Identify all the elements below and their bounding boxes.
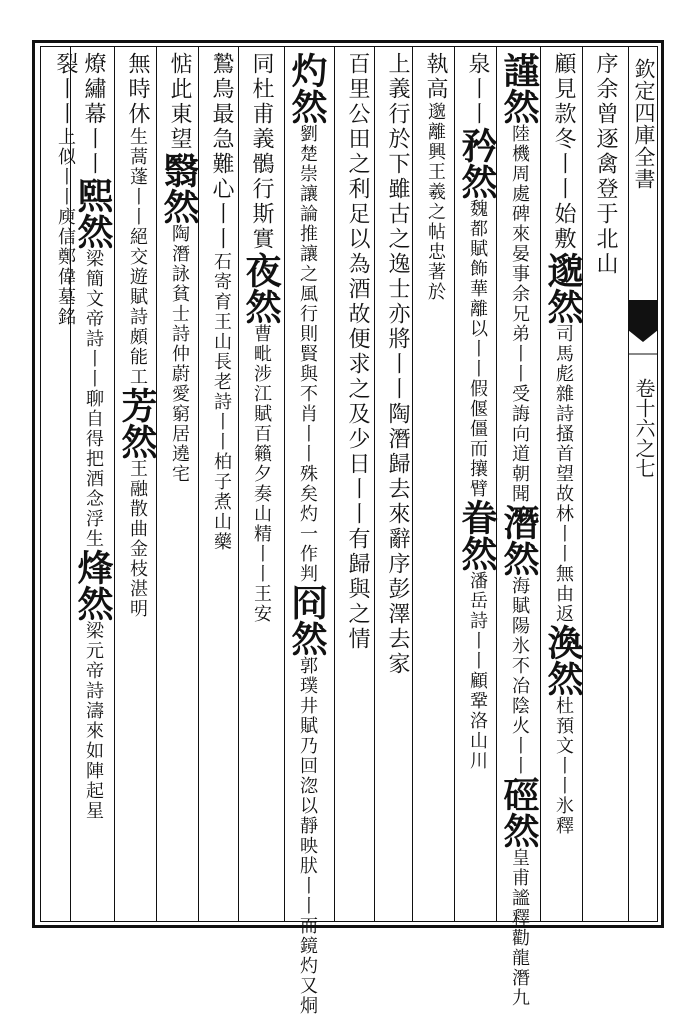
body-text: 裂丨丨	[53, 52, 78, 127]
body-text: 無時休	[125, 52, 150, 127]
body-text: 鷙鳥最急難心丨丨	[209, 52, 234, 252]
headword: 熙然	[72, 177, 114, 249]
body-text: 惦此東望	[167, 52, 192, 152]
annotation-text: 陸機周處碑來晏事余兄	[509, 124, 530, 324]
body-text: 燎繡幕丨丨	[81, 52, 106, 177]
annotation-text: 弟丨丨受誨向道朝聞	[509, 324, 530, 504]
annotation-text: 映肰丨丨而鏡灼又烔	[297, 836, 318, 1016]
headword: 謹然	[498, 52, 540, 124]
body-text: 上義行於下雖古之逸士亦將丨丨陶潛歸去來辭序彭澤去家	[385, 52, 410, 677]
annotation-text: 司馬彪雜詩搔首望	[553, 324, 574, 484]
headword: 邈然	[542, 252, 584, 324]
margin-book-title: 欽定四庫全書	[632, 58, 656, 190]
body-text: 同杜甫義鶻行斯實	[249, 52, 274, 252]
annotation-text: 自得把酒念浮生	[83, 409, 104, 549]
annotation-text: 石寄育王山長老詩丨丨柏子煮山藥	[211, 252, 232, 552]
headword: 夜然	[240, 252, 282, 324]
annotation-text: 潘岳詩丨丨顧鞏洛山川	[467, 571, 488, 771]
annotation-text: 劉楚崇讓論推讓之風行則賢	[297, 124, 318, 364]
body-text: 序余曾逐禽登于北山	[593, 52, 618, 277]
text-column	[496, 52, 542, 1008]
text-column	[540, 52, 586, 918]
body-text: 百里公田之利足以為酒故便求之及少日丨丨有歸與之情	[345, 52, 370, 652]
headword: 翳然	[158, 152, 200, 224]
headword: 渙然	[542, 624, 584, 696]
annotation-text: 邈離興王羲之帖忠著於	[425, 102, 446, 302]
annotation-text: 郭璞井賦乃回淴以靜	[297, 656, 318, 836]
annotation-text: 冶陰火丨丨	[509, 676, 530, 776]
annotation-text: 魏都賦飾華離以丨	[467, 199, 488, 359]
column-divider	[284, 46, 285, 922]
annotation-text: 陶潛詠貧士詩仲蔚愛窮居遶宅	[169, 224, 190, 484]
annotation-text: 上似丨丨庾信鄭偉墓銘	[55, 127, 76, 327]
annotation-text: 生蒿蓬丨丨絕交遊賦詩頗能工	[127, 127, 148, 387]
annotation-text: 丨假偃僵而攘臂	[467, 359, 488, 499]
headword: 烽然	[72, 549, 114, 621]
annotation-text: 與不肖丨丨殊矣灼一作判	[297, 364, 318, 584]
headword: 芳然	[116, 387, 158, 459]
text-column	[114, 52, 160, 918]
headword: 眷然	[456, 499, 498, 571]
margin-volume-number: 卷十六之七	[632, 378, 656, 478]
text-column	[42, 52, 88, 918]
annotation-text: 王融散曲	[127, 459, 148, 539]
text-column	[582, 52, 628, 918]
annotation-text: 梁簡文帝詩丨丨聊	[83, 249, 104, 409]
body-text: 執高	[423, 52, 448, 102]
annotation-text: 故林丨丨無由返	[553, 484, 574, 624]
annotation-text: 梁元帝詩濤來如陣起星	[83, 621, 104, 821]
text-column	[284, 52, 330, 1016]
annotation-text: 杜預文丨	[553, 696, 574, 776]
headword: 冏然	[286, 584, 328, 656]
annotation-text: 海賦陽氷不	[509, 576, 530, 676]
annotation-text: 丨氷釋	[553, 776, 574, 836]
text-column	[334, 52, 380, 918]
text-column	[374, 52, 420, 918]
headword: 潛然	[498, 504, 540, 576]
annotation-text: 皇甫謐釋	[509, 848, 530, 928]
text-column	[156, 52, 202, 918]
text-column	[198, 52, 244, 918]
annotation-text: 勸龍潛九	[509, 928, 530, 1008]
headword: 灼然	[286, 52, 328, 124]
fishtail-mark-icon	[628, 300, 658, 360]
column-divider	[334, 46, 335, 922]
headword: 硜然	[498, 776, 540, 848]
text-column	[238, 52, 284, 918]
body-text: 泉丨丨	[465, 52, 490, 127]
text-column	[454, 52, 500, 918]
annotation-text: 曹毗涉江賦百籟夕奏山精丨丨王安	[251, 324, 272, 624]
headword: 矜然	[456, 127, 498, 199]
body-text: 顧見款冬丨丨始敷	[551, 52, 576, 252]
annotation-text: 金枝湛明	[127, 539, 148, 619]
